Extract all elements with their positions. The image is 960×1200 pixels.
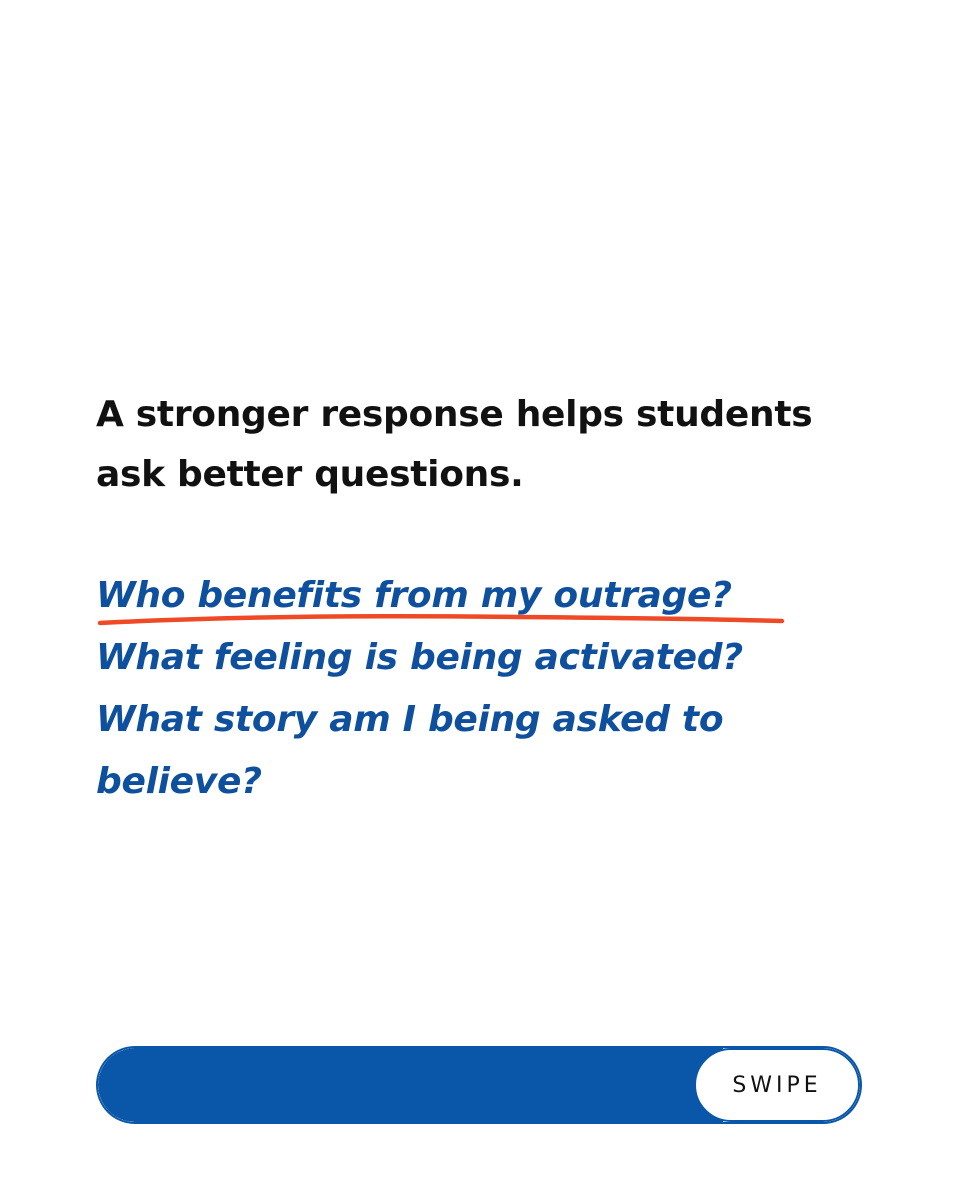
swipe-button[interactable]: SWIPE [694, 1048, 860, 1122]
headline-line-2: ask better questions. [96, 454, 524, 495]
swipe-progress-bar[interactable] [96, 1046, 862, 1124]
slide-content [96, 385, 886, 813]
question-3: What story am I being asked to [96, 699, 724, 740]
headline-line-1: A stronger response helps students [96, 394, 813, 435]
underlined-question [96, 565, 732, 627]
progress-fill [98, 1048, 723, 1122]
question-1 [96, 565, 886, 627]
question-4: believe? [96, 761, 262, 802]
question-list [96, 565, 886, 813]
question-1-text: Who benefits from my outrage? [96, 575, 732, 616]
question-2: What feeling is being activated? [96, 637, 743, 678]
headline [96, 385, 886, 505]
